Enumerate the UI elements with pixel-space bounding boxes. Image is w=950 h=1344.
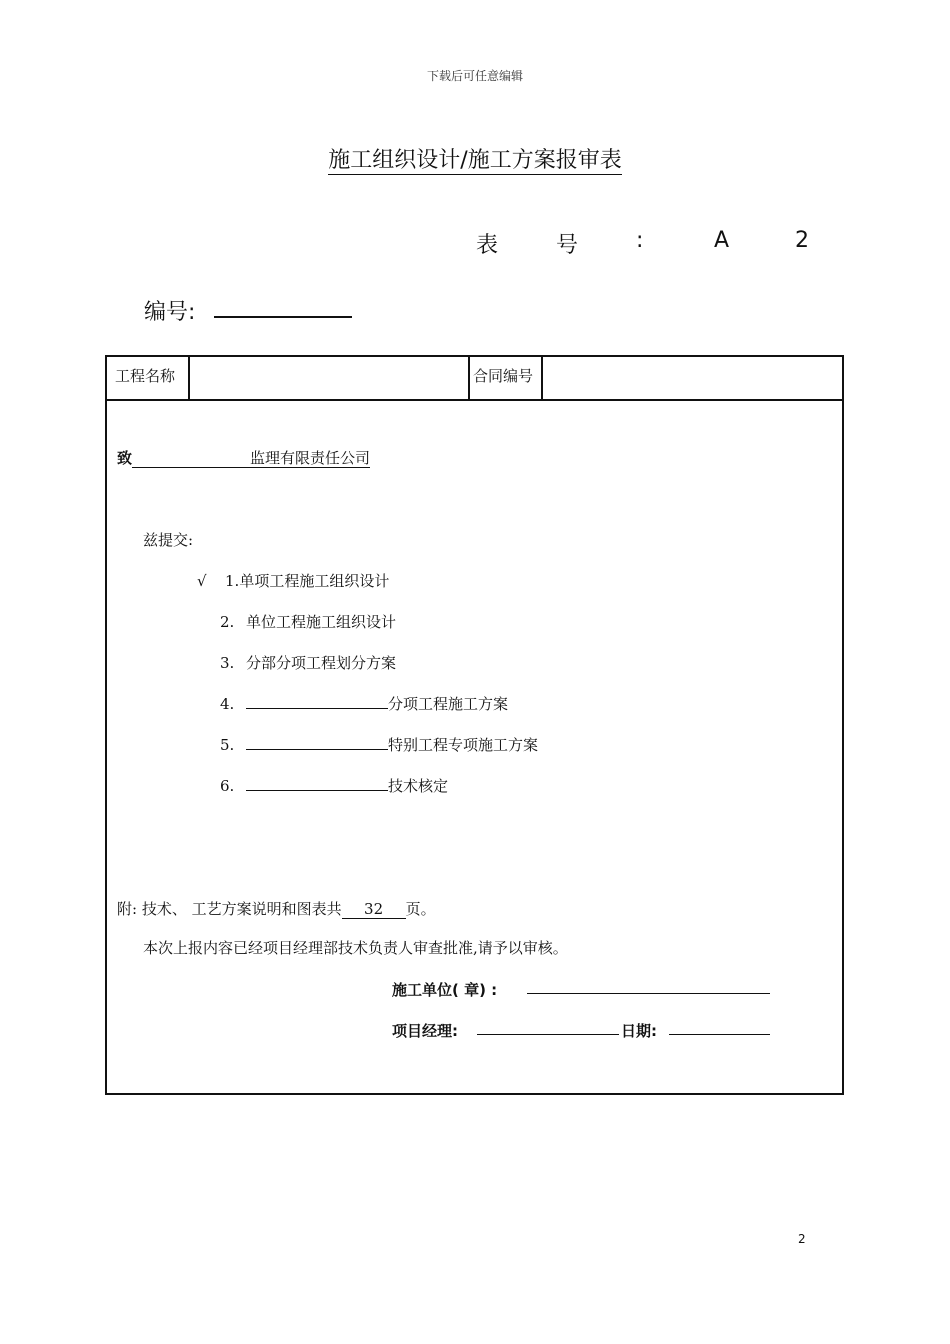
item-2-num: 2. — [220, 613, 235, 631]
addressee-prefix: 致 — [117, 449, 133, 467]
item-2-text: 单位工程施工组织设计 — [246, 613, 397, 631]
item-6-num: 6. — [220, 777, 235, 795]
date-field[interactable] — [669, 1020, 770, 1035]
date-label: 日期: — [621, 1022, 657, 1040]
addressee-line — [117, 447, 370, 468]
item-1-num: 1. — [225, 572, 240, 590]
serial-field[interactable] — [214, 316, 352, 318]
header-note: 下载后可任意编辑 — [426, 69, 523, 83]
attachment-line — [117, 898, 436, 919]
page-number: 2 — [798, 1232, 806, 1246]
title-text: 施工组织设计/施工方案报审表 — [328, 148, 622, 173]
item-6-text: 技术核定 — [388, 777, 449, 795]
item-1[interactable] — [197, 570, 389, 591]
form-code-label-1: 表 — [476, 233, 499, 258]
document-title — [0, 143, 950, 174]
project-name-label: 工程名称 — [115, 367, 176, 385]
item-4[interactable] — [220, 693, 508, 714]
attachment-suffix: 页。 — [405, 900, 436, 918]
item-3-num: 3. — [220, 654, 235, 672]
submit-label: 兹提交: — [143, 531, 194, 549]
form-code-value-2: 2 — [795, 228, 809, 253]
cell-divider — [468, 357, 470, 399]
contract-no-label: 合同编号 — [473, 367, 534, 385]
item-3-text: 分部分项工程划分方案 — [246, 654, 397, 672]
cell-divider — [188, 357, 190, 399]
cell-divider — [541, 357, 543, 399]
checkmark-icon: √ — [197, 572, 207, 590]
item-5-num: 5. — [220, 736, 235, 754]
item-5-blank[interactable] — [246, 735, 388, 750]
construction-unit-label: 施工单位( 章) : — [392, 981, 498, 999]
statement: 本次上报内容已经项目经理部技术负责人审查批准,请予以审核。 — [143, 939, 568, 957]
form-code-label-2: 号 — [556, 233, 579, 258]
header-row — [107, 357, 842, 401]
item-5[interactable] — [220, 734, 538, 755]
project-manager-label: 项目经理: — [392, 1022, 458, 1040]
construction-unit-field[interactable] — [527, 979, 770, 994]
project-manager-field[interactable] — [477, 1020, 619, 1035]
item-4-num: 4. — [220, 695, 235, 713]
item-4-blank[interactable] — [246, 694, 388, 709]
attachment-prefix: 附: 技术、 工艺方案说明和图表共 — [117, 900, 342, 918]
item-6[interactable] — [220, 775, 448, 796]
item-6-blank[interactable] — [246, 776, 388, 791]
item-2[interactable] — [220, 611, 396, 632]
attachment-pages[interactable]: 32 — [342, 900, 406, 919]
form-code-value-1: A — [714, 228, 730, 253]
item-3[interactable] — [220, 652, 396, 673]
form-code-colon: : — [636, 228, 644, 253]
item-5-text: 特别工程专项施工方案 — [388, 736, 539, 754]
item-4-text: 分项工程施工方案 — [388, 695, 509, 713]
serial-label: 编号: — [144, 300, 196, 325]
item-1-text: 单项工程施工组织设计 — [239, 572, 390, 590]
addressee-company: 监理有限责任公司 — [132, 449, 370, 468]
